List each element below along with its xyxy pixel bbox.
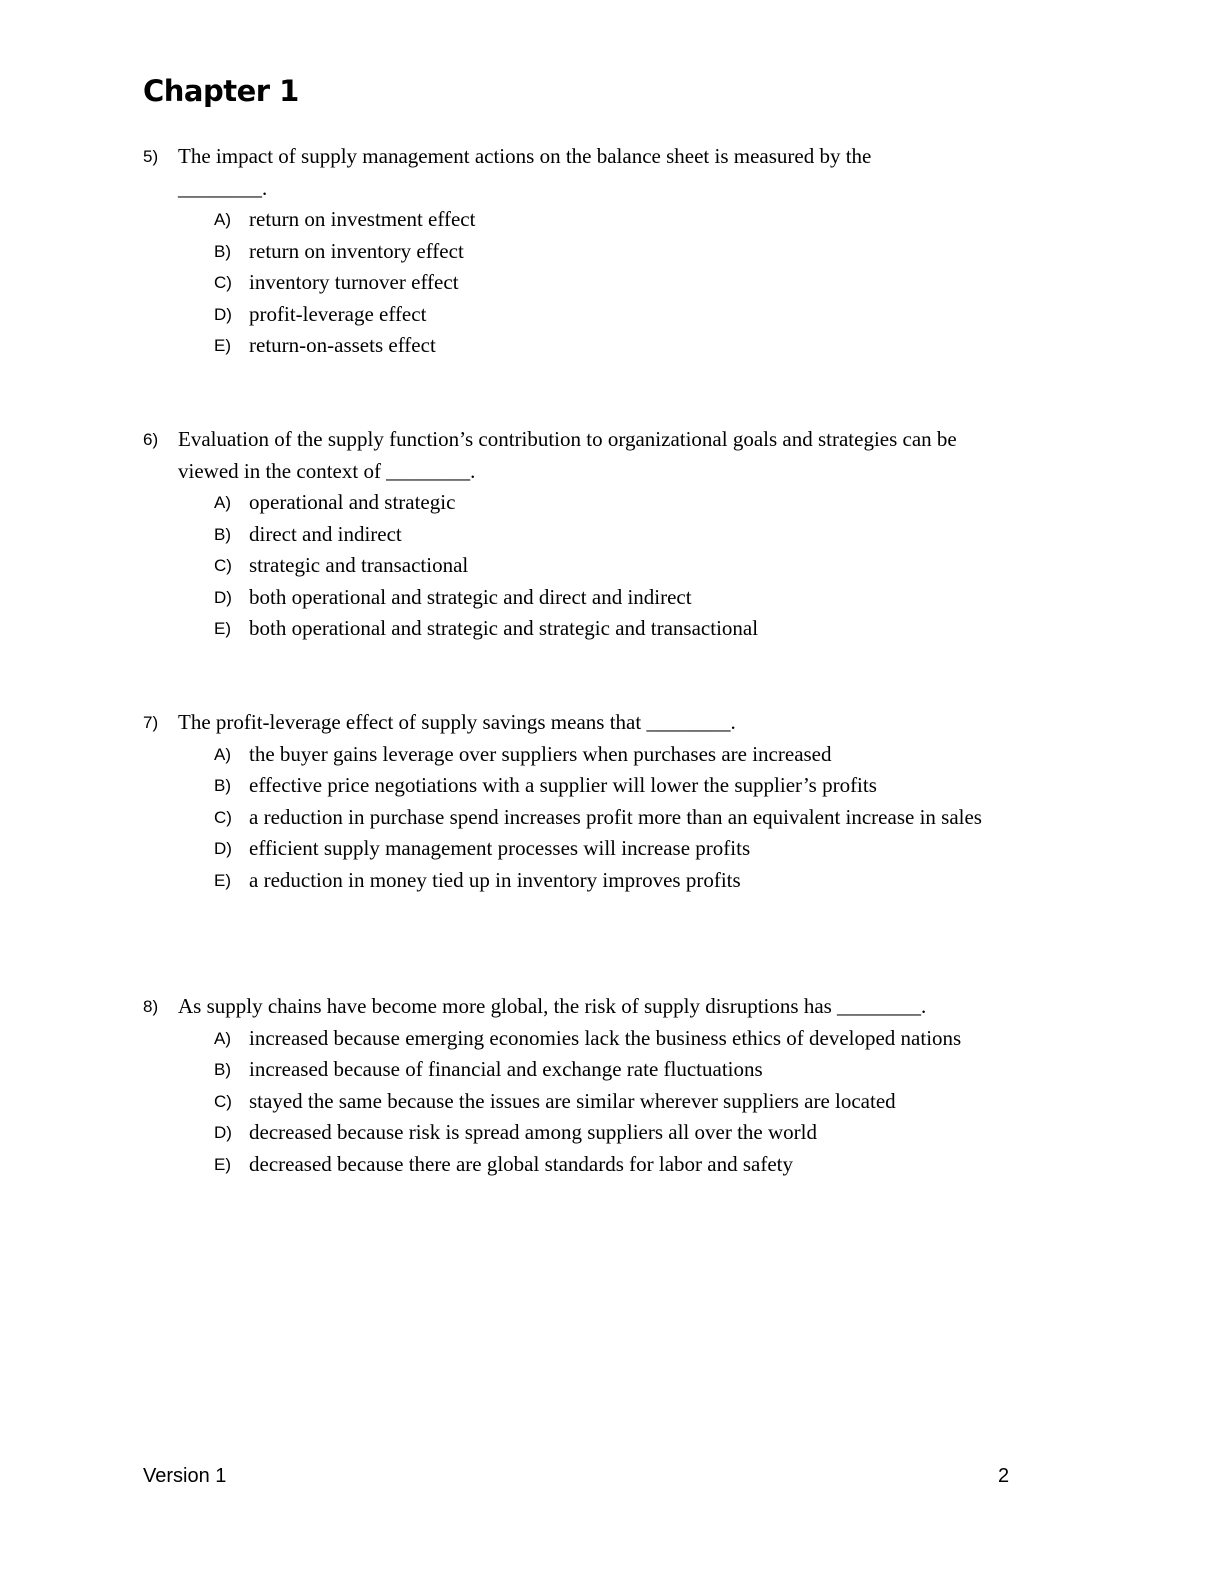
- option-letter: E): [214, 870, 231, 890]
- question-stem-line: The profit-leverage effect of supply savings means that ________.: [178, 710, 736, 734]
- option-letter: B): [214, 1060, 231, 1079]
- page-number: 2: [998, 1465, 1010, 1487]
- question-number: 6): [143, 430, 159, 449]
- option-letter: A): [214, 1028, 231, 1048]
- option-text: a reduction in money tied up in inventory improves profits: [249, 867, 741, 892]
- question-stem-line: viewed in the context of ________.: [178, 458, 476, 483]
- answer-option: [214, 267, 1073, 299]
- option-text: decreased because there are global standards for labor and safety: [249, 1151, 793, 1176]
- question-5: [143, 141, 1073, 362]
- answer-option: [214, 1117, 1073, 1149]
- option-letter: A): [214, 744, 231, 764]
- question-6: [143, 424, 1073, 645]
- option-text: increased because of financial and exchange rate fluctuations: [249, 1057, 763, 1081]
- option-letter: E): [214, 619, 231, 638]
- option-text: both operational and strategic and direct and indirect: [249, 584, 692, 609]
- option-text: effective price negotiations with a supplier will lower the supplier’s profits: [249, 773, 877, 797]
- option-letter: E): [214, 336, 231, 355]
- question-8: [143, 991, 1073, 1180]
- answer-option: [214, 1054, 1073, 1086]
- option-text: operational and strategic: [249, 490, 456, 514]
- option-letter: D): [214, 304, 232, 324]
- option-text: strategic and transactional: [249, 553, 469, 577]
- option-letter: C): [214, 807, 232, 827]
- answer-option: [214, 833, 1073, 865]
- question-number: 5): [143, 147, 159, 166]
- option-text: inventory turnover effect: [249, 270, 459, 294]
- option-letter: B): [214, 776, 231, 795]
- answer-option: [214, 739, 1073, 771]
- answer-option: [214, 236, 1073, 268]
- option-letter: D): [214, 1123, 232, 1142]
- answer-option: [214, 1023, 1073, 1055]
- option-letter: D): [214, 587, 232, 607]
- option-text: efficient supply management processes will increase profits: [249, 836, 751, 860]
- option-letter: A): [214, 493, 231, 512]
- question-stem-line: ________.: [178, 175, 268, 200]
- answer-option: [214, 299, 1073, 331]
- answer-option: [214, 487, 1073, 519]
- option-letter: D): [214, 839, 232, 858]
- question-number: 7): [143, 713, 159, 732]
- question-stem-line: Evaluation of the supply function’s contribution to organizational goals and strategies can be: [178, 427, 957, 451]
- answer-option: [214, 770, 1073, 802]
- option-text: return on inventory effect: [249, 238, 464, 263]
- answer-option: [214, 582, 1073, 614]
- footer-version: Version 1: [143, 1465, 227, 1487]
- option-letter: B): [214, 241, 231, 261]
- option-text: return-on-assets effect: [249, 333, 436, 357]
- option-letter: B): [214, 524, 231, 544]
- answer-option: [214, 865, 1073, 897]
- option-letter: A): [214, 210, 231, 229]
- question-number: 8): [143, 997, 159, 1016]
- answer-option: [214, 613, 1073, 645]
- option-text: a reduction in purchase spend increases profit more than an equivalent increase in sales: [249, 804, 982, 829]
- option-text: the buyer gains leverage over suppliers when purchases are increased: [249, 741, 832, 766]
- answer-option: [214, 519, 1073, 551]
- question-stem-line: The impact of supply management actions on the balance sheet is measured by the: [178, 144, 872, 168]
- question-stem-line: As supply chains have become more global, the risk of supply disruptions has ________.: [178, 994, 927, 1018]
- answer-option: [214, 330, 1073, 362]
- answer-option: [214, 1149, 1073, 1181]
- question-7: [143, 707, 1073, 896]
- option-text: decreased because risk is spread among suppliers all over the world: [249, 1120, 817, 1144]
- option-letter: E): [214, 1154, 231, 1174]
- option-text: both operational and strategic and strategic and transactional: [249, 616, 759, 640]
- option-text: profit-leverage effect: [249, 301, 427, 326]
- option-text: increased because emerging economies lack the business ethics of developed nations: [249, 1025, 962, 1050]
- option-text: direct and indirect: [249, 521, 402, 546]
- option-text: return on investment effect: [249, 207, 476, 231]
- answer-option: [214, 1086, 1073, 1118]
- answer-option: [214, 550, 1073, 582]
- option-letter: C): [214, 556, 232, 575]
- answer-option: [214, 802, 1073, 834]
- option-letter: C): [214, 273, 232, 292]
- answer-option: [214, 204, 1073, 236]
- option-text: stayed the same because the issues are similar wherever suppliers are located: [249, 1088, 896, 1113]
- option-letter: C): [214, 1091, 232, 1111]
- chapter-heading: Chapter 1: [143, 74, 299, 108]
